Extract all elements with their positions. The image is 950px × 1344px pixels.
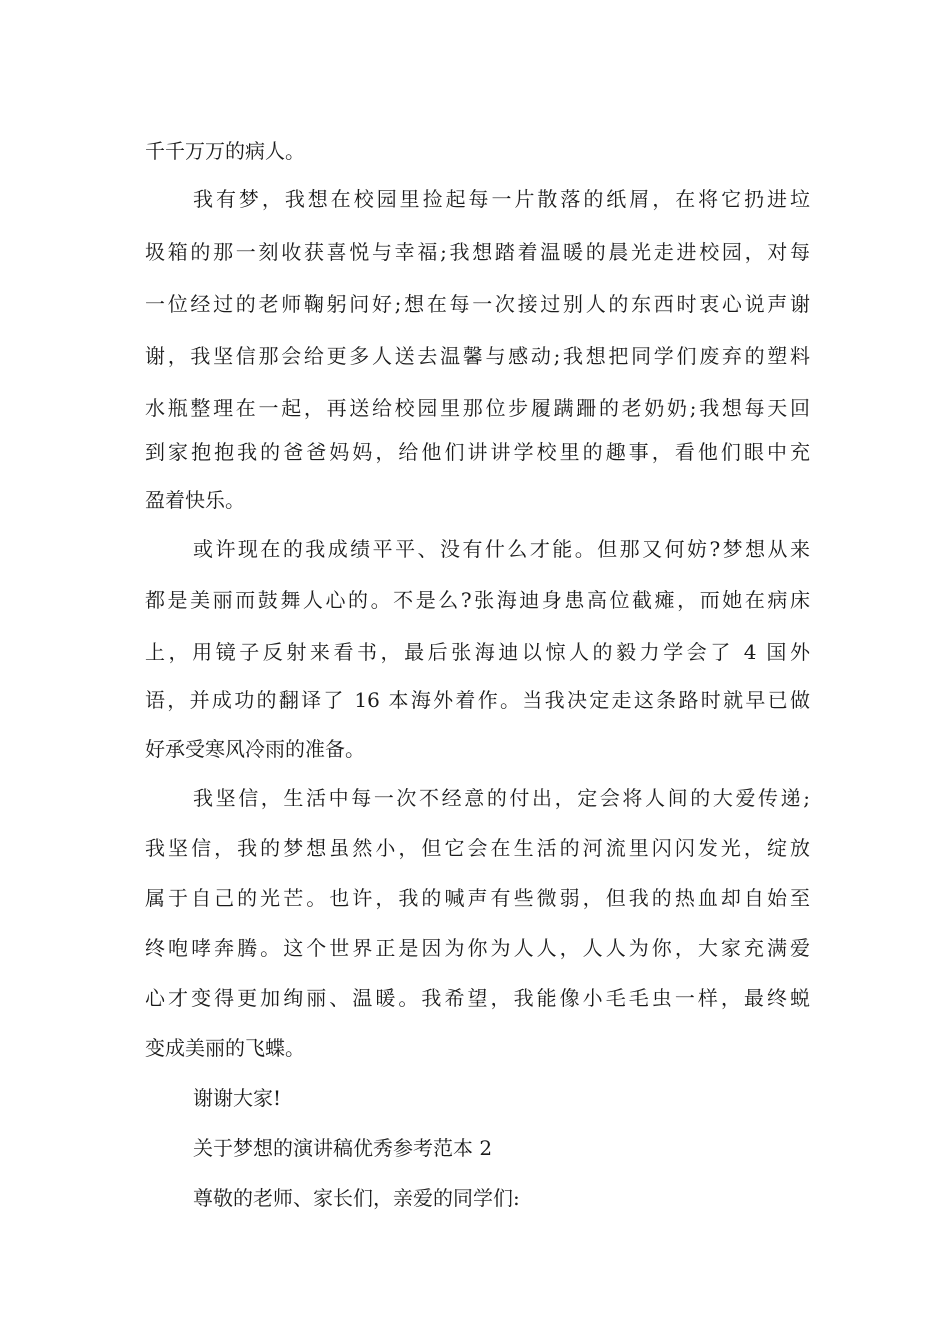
text-line: 盈着快乐。 bbox=[145, 488, 245, 512]
text-line: 我有梦，我想在校园里捡起每一片散落的纸屑，在将它扔进垃 bbox=[193, 187, 810, 211]
text-line: 到家抱抱我的爸爸妈妈，给他们讲讲学校里的趣事，看他们眼中充 bbox=[145, 440, 810, 464]
text-line: 属于自己的光芒。也许，我的喊声有些微弱，但我的热血却自始至 bbox=[145, 886, 810, 910]
text-line: 都是美丽而鼓舞人心的。不是么?张海迪身患高位截瘫，而她在病床 bbox=[145, 588, 810, 612]
text-line: 变成美丽的飞蝶。 bbox=[145, 1036, 305, 1060]
text-line: 语，并成功的翻译了 16 本海外着作。当我决定走这条路时就早已做 bbox=[145, 688, 810, 712]
text-line: 我坚信，我的梦想虽然小，但它会在生活的河流里闪闪发光，绽放 bbox=[145, 836, 810, 860]
text-line: 好承受寒风冷雨的准备。 bbox=[145, 737, 365, 761]
text-line: 心才变得更加绚丽、温暖。我希望，我能像小毛毛虫一样，最终蜕 bbox=[145, 986, 810, 1010]
salutation-line: 尊敬的老师、家长们，亲爱的同学们: bbox=[193, 1186, 520, 1210]
text-line: 圾箱的那一刻收获喜悦与幸福;我想踏着温暖的晨光走进校园，对每 bbox=[145, 240, 810, 264]
text-line: 我坚信，生活中每一次不经意的付出，定会将人间的大爱传递; bbox=[193, 786, 810, 810]
text-line: 水瓶整理在一起，再送给校园里那位步履蹒跚的老奶奶;我想每天回 bbox=[145, 396, 810, 420]
closing-line: 谢谢大家! bbox=[193, 1086, 282, 1110]
text-line: 谢，我坚信那会给更多人送去温馨与感动;我想把同学们废弃的塑料 bbox=[145, 344, 810, 368]
text-line: 上，用镜子反射来看书，最后张海迪以惊人的毅力学会了 4 国外 bbox=[145, 640, 810, 664]
text-line: 一位经过的老师鞠躬问好;想在每一次接过别人的东西时衷心说声谢 bbox=[145, 292, 810, 316]
section-heading: 关于梦想的演讲稿优秀参考范本 2 bbox=[193, 1136, 493, 1160]
text-line: 千千万万的病人。 bbox=[145, 139, 305, 163]
text-line: 终咆哮奔腾。这个世界正是因为你为人人，人人为你，大家充满爱 bbox=[145, 936, 810, 960]
text-line: 或许现在的我成绩平平、没有什么才能。但那又何妨?梦想从来 bbox=[193, 537, 810, 561]
